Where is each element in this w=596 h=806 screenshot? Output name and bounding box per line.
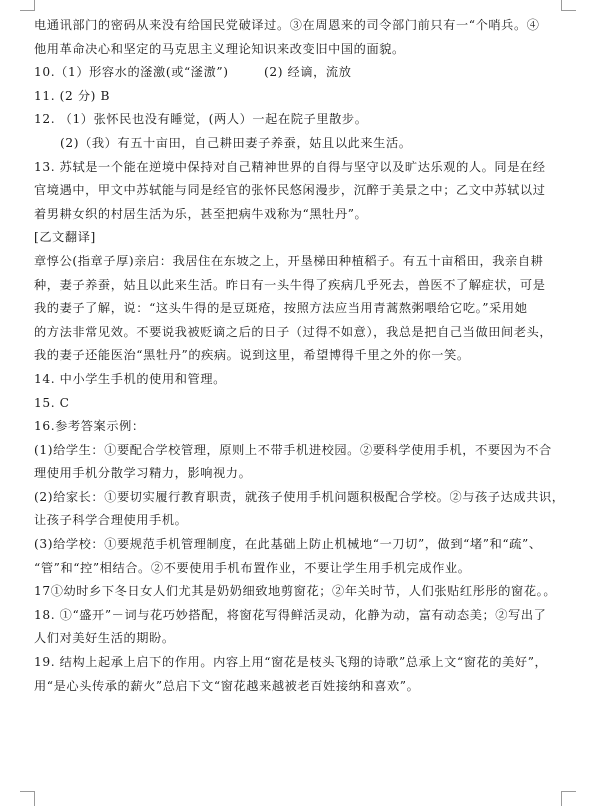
translation-line: 种，妻子养蚕，姑且以此来生活。昨日有一头牛得了疾病几乎死去，兽医不了解症状，可是 bbox=[34, 277, 546, 292]
text-line: 理使用手机分散学习精力，影响视力。 bbox=[34, 466, 252, 481]
answer-text bbox=[34, 14, 568, 698]
answer-19: 19. 结构上起承上启下的作用。内容上用“窗花是枝头飞翔的诗歌”总承上文“窗花的美好”， bbox=[34, 655, 548, 670]
page-corner-mark bbox=[561, 791, 576, 806]
text-line: 官境遇中，甲文中苏轼能与同是经官的张怀民悠闲漫步，沉醉于美景之中；乙文中苏轼以过 bbox=[34, 183, 546, 198]
text-line: 电通讯部门的密码从来没有给国民党破译过。③在周恩来的司令部门前只有一“个哨兵。④ bbox=[34, 18, 540, 32]
page-corner-mark bbox=[561, 0, 576, 11]
answer-12-part-2: (2)（我）有五十亩田，自己耕田妻子养蚕，姑且以此来生活。 bbox=[60, 135, 412, 150]
answer-10-part-1: 10.（1）形容水的滏激(或“滏滶”) bbox=[34, 65, 229, 80]
answer-12: 12. （1）张怀民也没有睡觉，(两人）一起在院子里散步。 bbox=[34, 112, 368, 127]
text-line: 着男耕女织的村居生活为乐，甚至把病牛戏称为“黑牡丹”。 bbox=[34, 206, 368, 221]
answer-16-parents: (2)给家长：①要切实履行教育职责，就孩子使用手机问题积极配合学校。②与孩子达成共识， bbox=[34, 489, 565, 504]
page-corner-mark bbox=[20, 791, 35, 806]
translation-line: 的方法非常见效。不要说我被贬谪之后的日子（过得不如意），我总是把自己当做田间老头， bbox=[34, 324, 553, 339]
answer-10-part-2: (2) 经谪，流放 bbox=[264, 65, 352, 80]
translation-line: 我的妻子还能医治“黑牡丹”的疾病。说到这里，希望博得千里之外的你一笑。 bbox=[34, 348, 470, 363]
translation-heading: [乙文翻译] bbox=[34, 230, 96, 245]
page-corner-mark bbox=[20, 0, 35, 11]
translation-line: 我的妻子了解，说：“这头牛得的是豆斑疮，按照方法应当用青蒿熬粥喂给它吃。”采用她 bbox=[34, 301, 528, 316]
text-line: 他用革命决心和坚定的马克思主义理论知识来改变旧中国的面貌。 bbox=[34, 41, 405, 56]
answer-10 bbox=[34, 61, 568, 85]
answer-16-school: (3)给学校：①要规范手机管理制度，在此基础上防止机械地“一刀切”，做到“堵”和“疏”、 bbox=[34, 537, 542, 552]
answer-11: 11. (2 分) B bbox=[34, 88, 111, 103]
answer-17: 17①幼时乡下冬日女人们尤其是奶奶细致地剪窗花；②年关时节，人们张贴红彤彤的窗花。。 bbox=[34, 584, 557, 599]
text-line: 人们对美好生活的期盼。 bbox=[34, 631, 175, 646]
translation-line: 章惇公(指章子厚)亲启：我居住在东坡之上，开垦梯田种植稻子。有五十亩稻田，我亲自耕 bbox=[34, 253, 544, 268]
answer-13: 13. 苏轼是一个能在逆境中保持对自己精神世界的自得与坚守以及旷达乐观的人。同是在经 bbox=[34, 159, 546, 174]
answer-15: 15. C bbox=[34, 395, 70, 410]
text-line: 用“是心头传承的薪火”总启下文“窗花越来越被老百姓接纳和喜欢”。 bbox=[34, 678, 420, 693]
answer-14: 14. 中小学生手机的使用和管理。 bbox=[34, 371, 226, 386]
answer-16-students: (1)给学生：①要配合学校管理，原则上不带手机进校园。②要科学使用手机，不要因为不合 bbox=[34, 442, 552, 457]
text-line: “管”和“控”相结合。②不要使用手机布置作业，不要让学生用手机完成作业。 bbox=[34, 560, 471, 575]
answer-16: 16.参考答案示例： bbox=[34, 419, 145, 434]
text-line: 让孩子科学合理使用手机。 bbox=[34, 513, 188, 528]
answer-18: 18. ①“盛开”－词与花巧妙搭配，将窗花写得鲜活灵动，化静为动，富有动态美；②写出了 bbox=[34, 607, 547, 622]
